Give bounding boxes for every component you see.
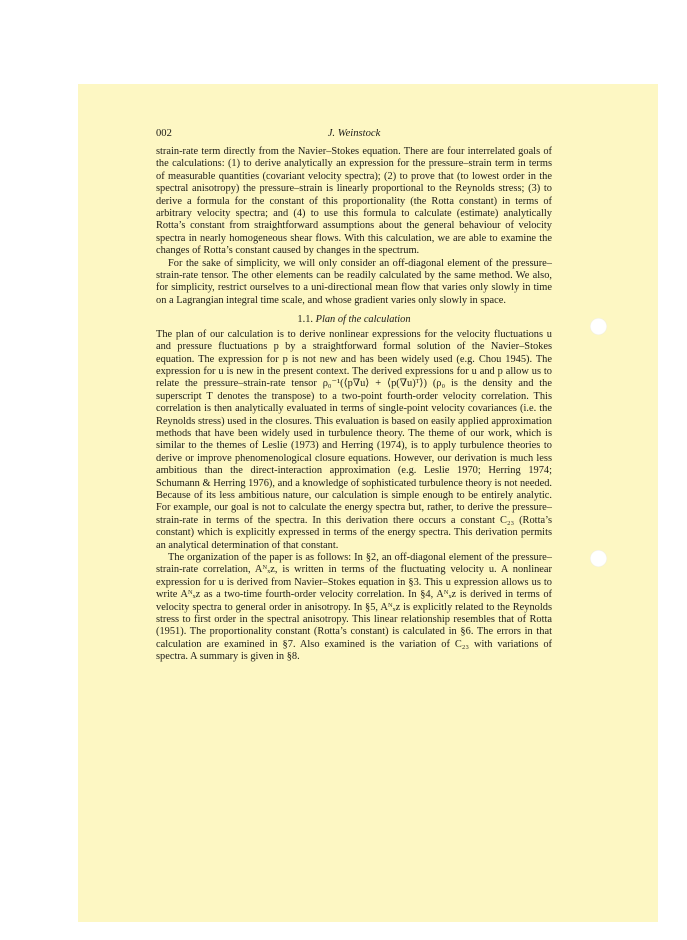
page-number: 002 [156, 128, 172, 139]
paragraph: The plan of our calculation is to derive nonlinear expressions for the velocity fluctuations u and pressure fluctuations p by a straightforward formal solution of the Navier–Stokes equation. The expression for p is not new and has been widely used (e.g. Chou 1945). The expression for u is new in the present context. The derived expressions for u and p allow us to relate the pressure–strain-rate tensor ρ₀⁻¹(⟨p∇u⟩ + ⟨p(∇u)ᵀ⟩) (ρ₀ is the density and the superscript T denotes the transpose) to a two-point fourth-order velocity correlation. This correlation is then analytically evaluated in terms of single-point velocity covariances (i.e. the Reynolds stress) used in the closures. This evaluation is based on easily applied approximation methods that have been widely used in turbulence theory. The theme of our work, which is similar to the themes of Leslie (1973) and Herring (1974), is to apply turbulence theories to derive or improve phenomenological closure equations. However, our derivation is much less ambitious than the direct-interaction approximation (e.g. Leslie 1970; Herring 1974; Schumann & Herring 1976), and a knowledge of sophisticated turbulence theory is not needed. Because of its less ambitious nature, our calculation is simple enough to be entirely analytic. For example, our goal is not to calculate the energy spectra but, rather, to derive the pressure–strain-rate in terms of the spectra. In this derivation there occurs a constant C₂₃ (Rotta’s constant) which is explicitly expressed in terms of the energy spectra. This derivation permits an analytical determination of that constant. [156, 328, 552, 551]
paragraph: The organization of the paper is as follows: In §2, an off-diagonal element of the pressure–strain-rate correlation, Aᴺₓz, is written in terms of the fluctuating velocity u. A nonlinear expression for u is derived from Navier–Stokes equation in §3. This u expression allows us to write Aᴺₓz as a two-time fourth-order velocity correlation. In §4, Aᴺₓz is derived in terms of velocity spectra to general order in anisotropy. In §5, Aᴺₓz is explicitly related to the Reynolds stress to first order in the spectral anisotropy. This linear relationship resembles that of Rotta (1951). The proportionality constant (Rotta’s constant) is calculated in §6. The errors in that calculation are examined in §7. Also examined is the variation of C₂₃ with variations of spectra. A summary is given in §8. [156, 552, 552, 663]
punch-hole [590, 550, 607, 567]
punch-hole [590, 318, 607, 335]
section-title: Plan of the calculation [315, 314, 411, 326]
section-heading [156, 314, 552, 326]
running-header [156, 128, 552, 144]
page-body [156, 128, 552, 664]
running-author: J. Weinstock [327, 128, 381, 139]
section-number: 1.1. [297, 314, 314, 326]
paragraph: strain-rate term directly from the Navier–Stokes equation. There are four interrelated goals of the calculations: (1) to derive analytically an expression for the pressure–strain term in terms of measurable quantities (covariant velocity spectra); (2) to prove that (to lowest order in the spectral anisotropy) the pressure–strain is linearly proportional to the Reynolds stress; (3) to derive a formula for the constant of this proportionality (the Rotta constant) in terms of arbitrary velocity spectra; and (4) to use this formula to calculate (estimate) analytically Rotta’s constant from straightforward assumptions about the general behaviour of velocity spectra in nearly homogeneous shear flows. With this calculation, we are able to examine the changes of Rotta’s constant caused by changes in the spectrum. [156, 146, 552, 257]
paragraph: For the sake of simplicity, we will only consider an off-diagonal element of the pressure–strain-rate tensor. The other elements can be readily calculated by the same method. We also, for simplicity, restrict ourselves to a uni-directional mean flow that varies only slowly in time on a Lagrangian integral time scale, and whose gradient varies only slowly in space. [156, 257, 552, 306]
